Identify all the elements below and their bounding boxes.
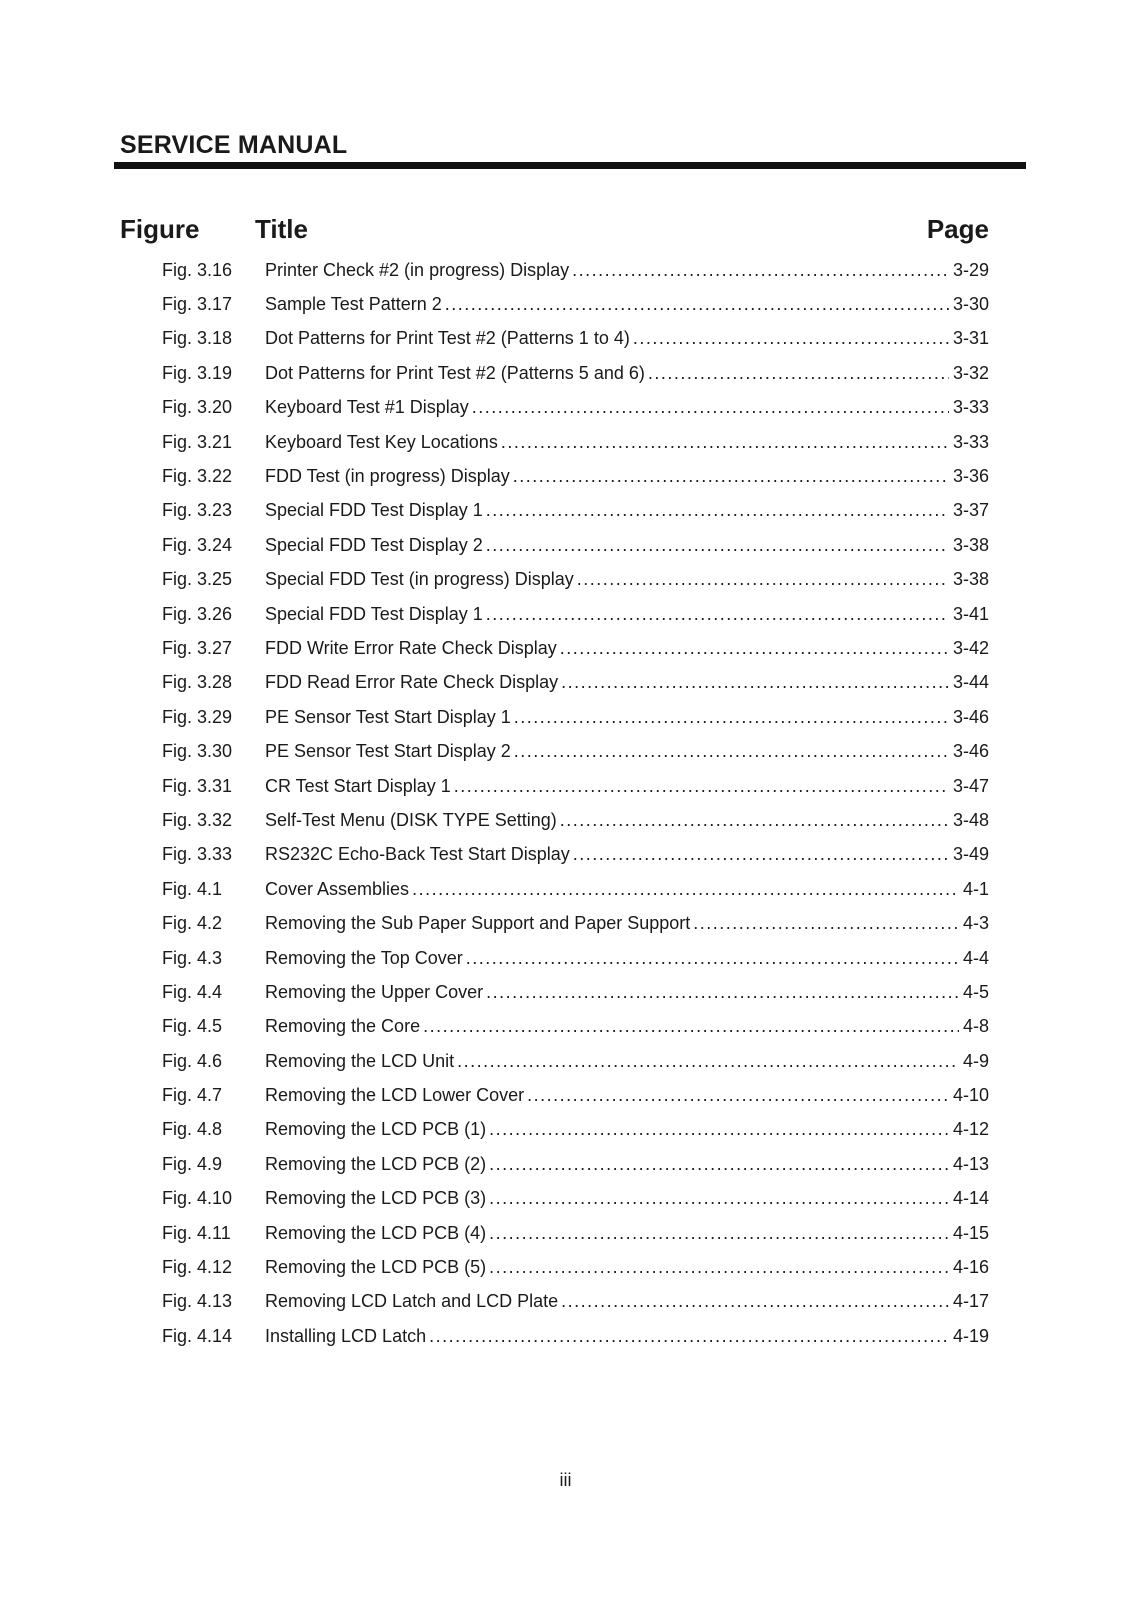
figure-number: Fig. 4.3	[162, 947, 223, 968]
figure-number: Fig. 4.5	[162, 1016, 223, 1037]
figure-title-line	[265, 363, 949, 384]
page-reference: 3-38	[952, 569, 989, 590]
dot-leader	[489, 1223, 949, 1244]
figure-title: Removing the Core	[265, 1016, 421, 1037]
figure-number: Fig. 3.24	[162, 534, 233, 555]
dot-leader	[513, 466, 949, 487]
dot-leader	[412, 879, 959, 900]
dot-leader	[573, 844, 949, 865]
figure-number: Fig. 4.12	[162, 1257, 233, 1278]
figure-number: Fig. 3.17	[162, 294, 233, 315]
figure-list-item	[162, 838, 989, 872]
page-reference: 4-8	[962, 1016, 989, 1037]
figure-title-line	[265, 294, 949, 315]
figure-number: Fig. 3.28	[162, 672, 233, 693]
figure-title-line	[265, 638, 949, 659]
figure-number: Fig. 4.2	[162, 913, 223, 934]
dot-leader	[577, 569, 949, 590]
figure-title-line	[265, 810, 949, 831]
page-reference: 4-9	[962, 1050, 989, 1071]
figure-number: Fig. 3.16	[162, 259, 233, 280]
figure-title-line	[265, 432, 949, 453]
page-reference: 3-41	[952, 603, 989, 624]
page-reference: 3-33	[952, 397, 989, 418]
dot-leader	[486, 500, 949, 521]
figure-title: Removing the Sub Paper Support and Paper Support	[265, 913, 691, 934]
dot-leader	[561, 1291, 949, 1312]
figure-list-item	[162, 1113, 989, 1147]
dot-leader	[489, 1154, 949, 1175]
page-reference: 4-16	[952, 1257, 989, 1278]
page-number: iii	[559, 1470, 572, 1490]
dot-leader	[486, 982, 959, 1003]
figure-title: Removing the LCD PCB (3)	[265, 1188, 487, 1209]
figure-title-line	[265, 1119, 949, 1140]
page-reference: 3-29	[952, 259, 989, 280]
page-reference: 4-17	[952, 1291, 989, 1312]
page-reference: 3-47	[952, 775, 989, 796]
figure-title: Sample Test Pattern 2	[265, 294, 442, 315]
figure-number: Fig. 4.1	[162, 878, 223, 899]
figure-list-item	[162, 769, 989, 803]
figure-number: Fig. 3.31	[162, 775, 233, 796]
dot-leader	[561, 672, 949, 693]
figure-title: FDD Test (in progress) Display	[265, 466, 510, 487]
figure-title-line	[265, 1188, 949, 1209]
figure-title-line	[265, 913, 959, 934]
figure-title: Keyboard Test Key Locations	[265, 431, 498, 452]
page-reference: 3-46	[952, 741, 989, 762]
figure-number: Fig. 4.4	[162, 981, 223, 1002]
dot-leader	[633, 328, 949, 349]
figure-list-item	[162, 1147, 989, 1181]
page-reference: 3-37	[952, 500, 989, 521]
page-reference: 4-13	[952, 1153, 989, 1174]
dot-leader	[423, 1016, 959, 1037]
figure-number: Fig. 4.10	[162, 1188, 233, 1209]
figure-title-line	[265, 328, 949, 349]
figure-number: Fig. 3.19	[162, 362, 233, 383]
figure-list-item	[162, 631, 989, 665]
figure-number: Fig. 4.6	[162, 1050, 223, 1071]
figure-list-item	[162, 700, 989, 734]
figure-title: PE Sensor Test Start Display 2	[265, 741, 511, 762]
figure-title-line	[265, 397, 949, 418]
figure-list-item	[162, 734, 989, 768]
figure-title-line	[265, 1085, 949, 1106]
figure-title: FDD Read Error Rate Check Display	[265, 672, 559, 693]
dot-leader	[445, 294, 949, 315]
figure-number: Fig. 4.9	[162, 1153, 223, 1174]
dot-leader	[527, 1085, 949, 1106]
figure-title-line	[265, 1016, 959, 1037]
figure-title: Special FDD Test Display 1	[265, 500, 483, 521]
figure-title-line	[265, 982, 959, 1003]
figure-title: Self-Test Menu (DISK TYPE Setting)	[265, 809, 557, 830]
dot-leader	[489, 1119, 949, 1140]
figure-number: Fig. 4.11	[162, 1222, 231, 1243]
page-reference: 3-49	[952, 844, 989, 865]
figure-number: Fig. 3.26	[162, 603, 233, 624]
figure-list-item	[162, 459, 989, 493]
figure-title: Dot Patterns for Print Test #2 (Patterns 5 and 6)	[265, 362, 645, 383]
dot-leader	[429, 1326, 949, 1347]
figure-number: Fig. 3.29	[162, 706, 233, 727]
figure-number: Fig. 3.30	[162, 741, 233, 762]
page-column-heading: Page	[926, 214, 989, 244]
page-reference: 4-14	[952, 1188, 989, 1209]
figure-title: Special FDD Test (in progress) Display	[265, 569, 574, 590]
figure-number: Fig. 3.21	[162, 431, 233, 452]
page-header	[114, 130, 1026, 169]
dot-leader	[501, 432, 949, 453]
dot-leader	[514, 707, 949, 728]
figure-list-item	[162, 391, 989, 425]
figure-number: Fig. 3.27	[162, 637, 233, 658]
figure-title: Removing the LCD Unit	[265, 1050, 455, 1071]
figure-list-item	[162, 494, 989, 528]
figure-title: Removing the LCD PCB (5)	[265, 1257, 487, 1278]
dot-leader	[693, 913, 959, 934]
figure-list-item	[162, 666, 989, 700]
dot-leader	[560, 638, 949, 659]
figure-list-item	[162, 597, 989, 631]
dot-leader	[489, 1188, 949, 1209]
figure-list-item	[162, 356, 989, 390]
figure-list-item	[162, 975, 989, 1009]
dot-leader	[472, 397, 949, 418]
page-reference: 4-5	[962, 981, 989, 1002]
figure-title-line	[265, 535, 949, 556]
figure-title-line	[265, 500, 949, 521]
page-reference: 3-31	[952, 328, 989, 349]
figure-list-item	[162, 941, 989, 975]
figure-title-line	[265, 604, 949, 625]
figure-title: Printer Check #2 (in progress) Display	[265, 259, 570, 280]
figure-title-line	[265, 879, 959, 900]
dot-leader	[489, 1257, 949, 1278]
figure-title: PE Sensor Test Start Display 1	[265, 706, 511, 727]
page-reference: 3-30	[952, 294, 989, 315]
page-reference: 3-32	[952, 362, 989, 383]
page-reference: 3-44	[952, 672, 989, 693]
page-reference: 4-3	[962, 913, 989, 934]
figure-list-item	[162, 803, 989, 837]
figure-title: RS232C Echo-Back Test Start Display	[265, 844, 570, 865]
dot-leader	[572, 260, 949, 281]
figure-number: Fig. 4.13	[162, 1291, 233, 1312]
figure-list-item	[162, 1319, 989, 1353]
header-rule	[114, 162, 1026, 169]
figure-number: Fig. 3.33	[162, 844, 233, 865]
figure-title: Removing the Upper Cover	[265, 981, 484, 1002]
dot-leader	[514, 741, 949, 762]
column-headings	[120, 211, 989, 247]
title-column-heading: Title	[255, 214, 308, 244]
figure-list-item	[162, 872, 989, 906]
figure-title: Removing LCD Latch and LCD Plate	[265, 1291, 559, 1312]
figure-title: Removing the LCD Lower Cover	[265, 1085, 525, 1106]
page-reference: 3-36	[952, 466, 989, 487]
page-reference: 4-10	[952, 1085, 989, 1106]
figure-number: Fig. 3.32	[162, 809, 233, 830]
page-reference: 3-48	[952, 809, 989, 830]
figure-list-item	[162, 253, 989, 287]
figure-title-line	[265, 741, 949, 762]
dot-leader	[466, 948, 959, 969]
figure-title-line	[265, 948, 959, 969]
figure-list-item	[162, 1078, 989, 1112]
figure-title: Dot Patterns for Print Test #2 (Patterns 1 to 4)	[265, 328, 630, 349]
document-title: SERVICE MANUAL	[120, 131, 348, 159]
figure-title-line	[265, 1154, 949, 1175]
figure-title-line	[265, 844, 949, 865]
figure-title: Keyboard Test #1 Display	[265, 397, 469, 418]
page-reference: 4-1	[962, 878, 989, 899]
figure-title-line	[265, 569, 949, 590]
figure-title: Removing the LCD PCB (2)	[265, 1153, 487, 1174]
page-reference: 4-12	[952, 1119, 989, 1140]
figure-list-item	[162, 1044, 989, 1078]
figure-list-item	[162, 1285, 989, 1319]
figure-list-item	[162, 287, 989, 321]
dot-leader	[486, 604, 949, 625]
dot-leader	[457, 1051, 959, 1072]
figure-list-item	[162, 528, 989, 562]
figure-list-item	[162, 1010, 989, 1044]
figure-title-line	[265, 466, 949, 487]
figure-title: Cover Assemblies	[265, 878, 410, 899]
figure-title-line	[265, 672, 949, 693]
figure-number: Fig. 3.20	[162, 397, 233, 418]
figure-number: Fig. 3.18	[162, 328, 233, 349]
figure-title-line	[265, 1257, 949, 1278]
figure-number: Fig. 3.25	[162, 569, 233, 590]
figure-title: Removing the LCD PCB (1)	[265, 1119, 487, 1140]
figure-title: Removing the LCD PCB (4)	[265, 1222, 487, 1243]
figure-list-item	[162, 1216, 989, 1250]
figure-number: Fig. 3.23	[162, 500, 233, 521]
figure-number: Fig. 3.22	[162, 466, 233, 487]
page-reference: 4-4	[962, 947, 989, 968]
figure-title: Removing the Top Cover	[265, 947, 463, 968]
figure-list-item	[162, 425, 989, 459]
page-reference: 3-46	[952, 706, 989, 727]
figure-title: Installing LCD Latch	[265, 1325, 427, 1346]
page-reference: 4-15	[952, 1222, 989, 1243]
figure-title-line	[265, 260, 949, 281]
figure-list-item	[162, 1250, 989, 1284]
dot-leader	[648, 363, 949, 384]
figure-title-line	[265, 1326, 949, 1347]
dot-leader	[454, 776, 949, 797]
figure-list-item	[162, 322, 989, 356]
figure-list-item	[162, 906, 989, 940]
figure-number: Fig. 4.14	[162, 1325, 233, 1346]
figure-number: Fig. 4.7	[162, 1085, 223, 1106]
figure-title-line	[265, 1051, 959, 1072]
figure-title: FDD Write Error Rate Check Display	[265, 637, 557, 658]
page-reference: 3-38	[952, 534, 989, 555]
figure-column-heading: Figure	[120, 214, 200, 244]
figure-title-line	[265, 776, 949, 797]
figure-title-line	[265, 1223, 949, 1244]
figure-number: Fig. 4.8	[162, 1119, 223, 1140]
page-reference: 4-19	[952, 1325, 989, 1346]
figure-title: CR Test Start Display 1	[265, 775, 451, 796]
figure-list	[162, 253, 989, 1354]
figure-title-line	[265, 1291, 949, 1312]
figure-title-line	[265, 707, 949, 728]
figure-title: Special FDD Test Display 2	[265, 534, 483, 555]
page-reference: 3-42	[952, 637, 989, 658]
figure-title: Special FDD Test Display 1	[265, 603, 483, 624]
figure-list-item	[162, 563, 989, 597]
dot-leader	[486, 535, 949, 556]
figure-list-item	[162, 1182, 989, 1216]
page-reference: 3-33	[952, 431, 989, 452]
dot-leader	[560, 810, 949, 831]
